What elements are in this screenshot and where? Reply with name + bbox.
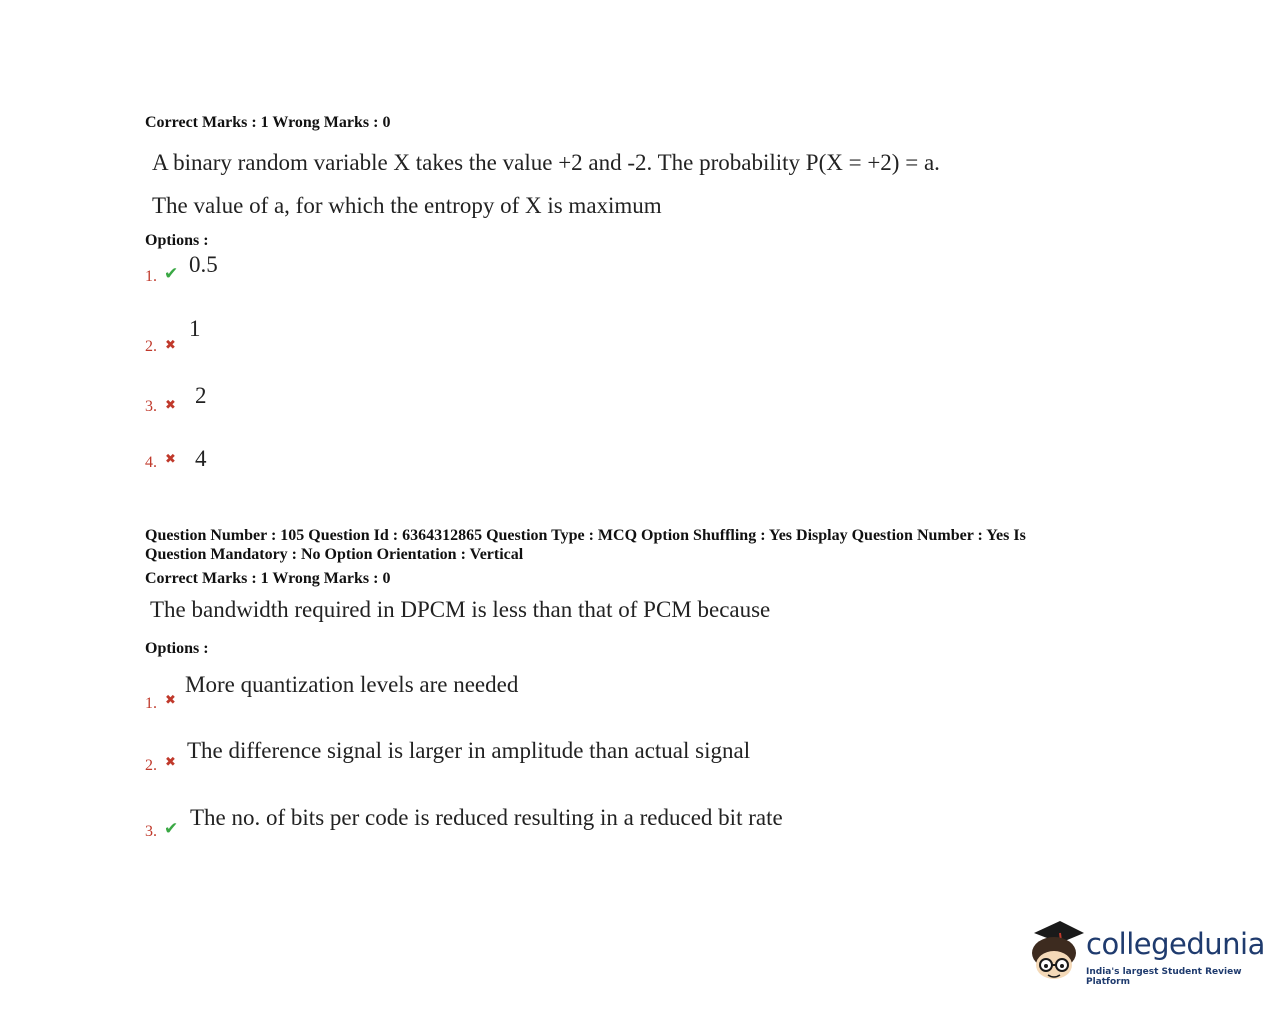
wrong-cross-icon: ✖ (165, 337, 176, 352)
wrong-cross-icon: ✖ (165, 451, 176, 466)
option-number: 1. (145, 268, 157, 285)
q2-text: The bandwidth required in DPCM is less than that of PCM because (150, 597, 771, 622)
option-text: 2 (195, 383, 207, 408)
q2-header-line2: Question Mandatory : No Option Orientation : Vertical (145, 546, 524, 563)
q2-marks: Correct Marks : 1 Wrong Marks : 0 (145, 570, 391, 587)
option-number: 3. (145, 398, 157, 415)
option-text: More quantization levels are needed (185, 672, 519, 697)
option-number: 2. (145, 338, 157, 355)
wrong-cross-icon: ✖ (165, 754, 176, 769)
option-number: 3. (145, 823, 157, 840)
wrong-cross-icon: ✖ (165, 692, 176, 707)
option-text: The no. of bits per code is reduced resulting in a reduced bit rate (190, 805, 783, 830)
q1-options-label: Options : (145, 232, 209, 249)
logo-tagline: India's largest Student Review Platform (1086, 967, 1242, 987)
collegedunia-logo (1024, 915, 1264, 995)
correct-check-icon: ✔ (164, 264, 179, 283)
q2-options-label: Options : (145, 640, 209, 657)
option-number: 1. (145, 695, 157, 712)
option-number: 4. (145, 454, 157, 471)
option-text: 0.5 (189, 252, 218, 277)
option-text: 4 (195, 446, 207, 471)
q1-text-line1: A binary random variable X takes the value +2 and -2. The probability P(X = +2) = a. (152, 150, 940, 175)
logo-wordmark: collegedunia (1086, 927, 1265, 961)
option-text: 1 (189, 316, 201, 341)
correct-check-icon: ✔ (164, 819, 179, 838)
q1-marks: Correct Marks : 1 Wrong Marks : 0 (145, 114, 391, 131)
wrong-cross-icon: ✖ (165, 397, 176, 412)
mascot-icon (1024, 915, 1086, 995)
q2-header-line1: Question Number : 105 Question Id : 6364312865 Question Type : MCQ Option Shuffling : Yes Display Question Number : Yes Is (145, 527, 1026, 544)
option-text: The difference signal is larger in amplitude than actual signal (187, 738, 751, 763)
option-number: 2. (145, 757, 157, 774)
q1-text-line2: The value of a, for which the entropy of X is maximum (152, 193, 662, 218)
